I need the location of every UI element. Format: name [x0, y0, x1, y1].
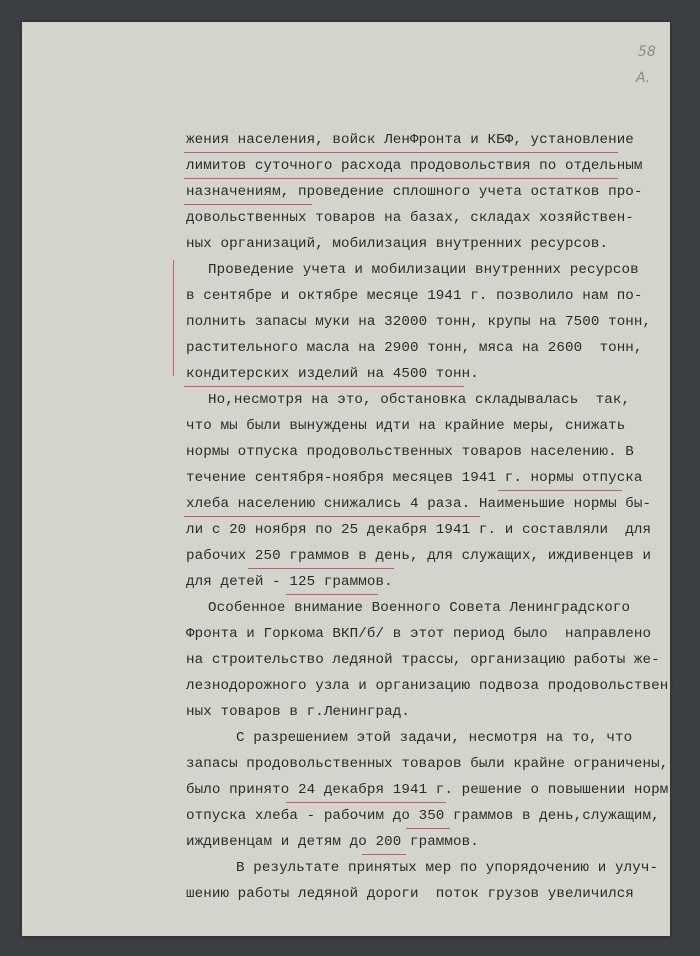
text-line: шению работы ледяной дороги поток грузов увеличился	[186, 886, 634, 902]
text-line: что мы были вынуждены идти на крайние меры, снижать	[186, 418, 626, 434]
text-line: жения населения, войск ЛенФронта и КБФ, установление	[186, 132, 634, 148]
underline-mark	[362, 854, 406, 855]
text-line: Особенное внимание Военного Совета Ленинградского	[208, 600, 631, 616]
underline-mark	[184, 178, 618, 179]
margin-bar	[173, 260, 174, 376]
text-line: Проведение учета и мобилизации внутренних ресурсов	[208, 262, 639, 278]
underline-mark	[498, 490, 622, 491]
text-line: назначениям, проведение сплошного учета остатков про-	[186, 184, 643, 200]
text-line: в сентябре и октябре месяце 1941 г. позволило нам по-	[186, 288, 643, 304]
text-line: довольственных товаров на базах, складах хозяйствен-	[186, 210, 634, 226]
text-line: кондитерских изделий на 4500 тонн.	[186, 366, 479, 382]
text-line: ных организаций, мобилизация внутренних ресурсов.	[186, 236, 609, 252]
text-line: полнить запасы муки на 32000 тонн, крупы на 7500 тонн,	[186, 314, 652, 330]
text-line: запасы продовольственных товаров были крайне ограничены,	[186, 756, 669, 772]
text-line: В результате принятых мер по упорядочению и улуч-	[236, 860, 659, 876]
text-line: для детей - 125 граммов.	[186, 574, 393, 590]
underline-mark	[286, 594, 378, 595]
text-line: ли с 20 ноября по 25 декабря 1941 г. и составляли для	[186, 522, 652, 538]
underline-mark	[406, 828, 450, 829]
text-line: лимитов суточного расхода продовольствия по отдельным	[186, 158, 643, 174]
text-line: хлеба населению снижались 4 раза. Наименьшие нормы бы-	[186, 496, 652, 512]
underline-mark	[184, 152, 618, 153]
text-line: Фронта и Горкома ВКП/б/ в этот период было направлено	[186, 626, 652, 642]
text-line: растительного масла на 2900 тонн, мяса на 2600 тонн,	[186, 340, 643, 356]
text-line: Но,несмотря на это, обстановка складывалась так,	[208, 392, 631, 408]
document-page	[22, 22, 677, 936]
text-line: на строительство ледяной трассы, организацию работы же-	[186, 652, 660, 668]
text-line: нормы отпуска продовольственных товаров населению. В	[186, 444, 634, 460]
text-line: лезнодорожного узла и организацию подвоза продовольствен-	[186, 678, 677, 694]
text-line: рабочих 250 граммов в день, для служащих, иждивенцев и	[186, 548, 652, 564]
text-line: ных товаров в г.Ленинград.	[186, 704, 410, 720]
text-line: течение сентября-ноября месяцев 1941 г. нормы отпуска	[186, 470, 643, 486]
text-line: иждивенцам и детям до 200 граммов.	[186, 834, 479, 850]
underline-mark	[248, 568, 394, 569]
underline-mark	[184, 204, 312, 205]
sheet-mark: А.	[636, 70, 651, 86]
text-line: отпуска хлеба - рабочим до 350 граммов в день,служащим,	[186, 808, 660, 824]
underline-mark	[184, 386, 464, 387]
page-number: 58	[638, 44, 656, 60]
underline-mark	[286, 802, 446, 803]
text-line: было принято 24 декабря 1941 г. решение о повышении норм	[186, 782, 669, 798]
underline-mark	[184, 516, 480, 517]
text-line: С разрешением этой задачи, несмотря на то, что	[236, 730, 633, 746]
